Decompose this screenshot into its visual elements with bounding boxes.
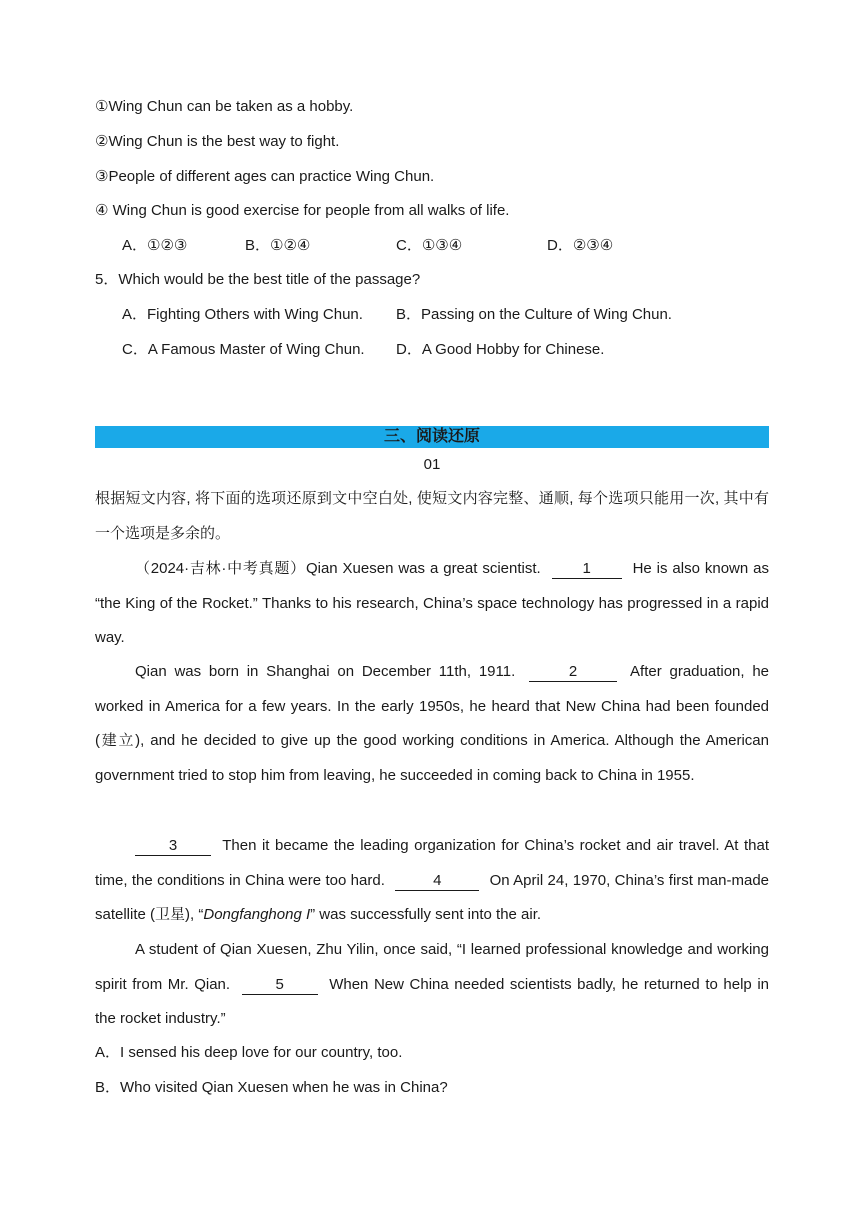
q5-option-a: A．Fighting Others with Wing Chun. bbox=[122, 306, 363, 323]
blank-2: 2 bbox=[529, 663, 617, 682]
passage-text: On April 24, 1970, China’s first man-made satellite (卫星), “ bbox=[95, 871, 770, 924]
q4-option-b: B．①②④ bbox=[245, 237, 311, 254]
blank-3: 3 bbox=[135, 837, 211, 856]
q4-statement-2: ②Wing Chun is the best way to fight. bbox=[95, 133, 340, 150]
q4-statement-1: ①Wing Chun can be taken as a hobby. bbox=[95, 98, 354, 115]
instructions: 根据短文内容, 将下面的选项还原到文中空白处, 使短文内容完整、通顺, 每个选项只能用一次, 其中有一个选项是多余的。 bbox=[95, 490, 769, 542]
blank-1: 1 bbox=[552, 560, 622, 579]
section-number: 01 bbox=[423, 456, 441, 473]
passage-paragraph-2 bbox=[95, 655, 769, 794]
blank-5: 5 bbox=[242, 976, 318, 995]
blank-4: 4 bbox=[395, 872, 479, 891]
passage-text: （2024·吉林·中考真题）Qian Xuesen was a great scientist. bbox=[135, 560, 541, 577]
answer-option-a: A．I sensed his deep love for our country, too. bbox=[95, 1044, 403, 1061]
q4-statement-4: ④ Wing Chun is good exercise for people from all walks of life. bbox=[95, 202, 510, 219]
section-banner bbox=[95, 426, 769, 448]
passage-paragraph-1 bbox=[95, 552, 769, 656]
q4-option-a: A．①②③ bbox=[122, 237, 188, 254]
q5-option-d: D．A Good Hobby for Chinese. bbox=[396, 341, 605, 358]
passage-text: Qian was born in Shanghai on December 11th, 1911. bbox=[135, 663, 516, 680]
passage-text: ” was successfully sent into the air. bbox=[310, 906, 542, 924]
passage-text: Then it became the leading organization for China’s rocket and air travel. At that time, the conditions in China were too hard. bbox=[95, 837, 769, 889]
q5-option-b: B．Passing on the Culture of Wing Chun. bbox=[396, 306, 672, 323]
q5-question: 5．Which would be the best title of the passage? bbox=[95, 271, 421, 288]
q5-option-c: C．A Famous Master of Wing Chun. bbox=[122, 341, 365, 358]
passage-paragraph-4 bbox=[95, 933, 769, 1037]
answer-option-b: B．Who visited Qian Xuesen when he was in China? bbox=[95, 1079, 448, 1096]
section-title: 三、阅读还原 bbox=[383, 428, 480, 445]
passage-text: He is also known as “the King of the Rocket.” Thanks to his research, China’s space technology has progressed in a rapid way. bbox=[95, 560, 769, 647]
passage-paragraph-3 bbox=[95, 829, 769, 933]
q4-option-c: C．①③④ bbox=[396, 237, 463, 254]
passage-text: When New China needed scientists badly, he returned to help in the rocket industry.” bbox=[95, 975, 770, 1028]
q4-option-d: D．②③④ bbox=[547, 237, 614, 254]
q4-statement-3: ③People of different ages can practice Wing Chun. bbox=[95, 168, 435, 185]
passage-text: After graduation, he worked in America for a few years. In the early 1950s, he heard that New China had been founded (建立), and he decided to give up the good working conditions in America. Although the American government tried to stop him from leaving, he succeeded in coming back to China in 1955. bbox=[95, 663, 770, 785]
satellite-name: Dongfanghong I bbox=[203, 906, 311, 924]
passage-text: A student of Qian Xuesen, Zhu Yilin, once said, “I learned professional knowledge and working spirit from Mr. Qian. bbox=[95, 941, 769, 993]
